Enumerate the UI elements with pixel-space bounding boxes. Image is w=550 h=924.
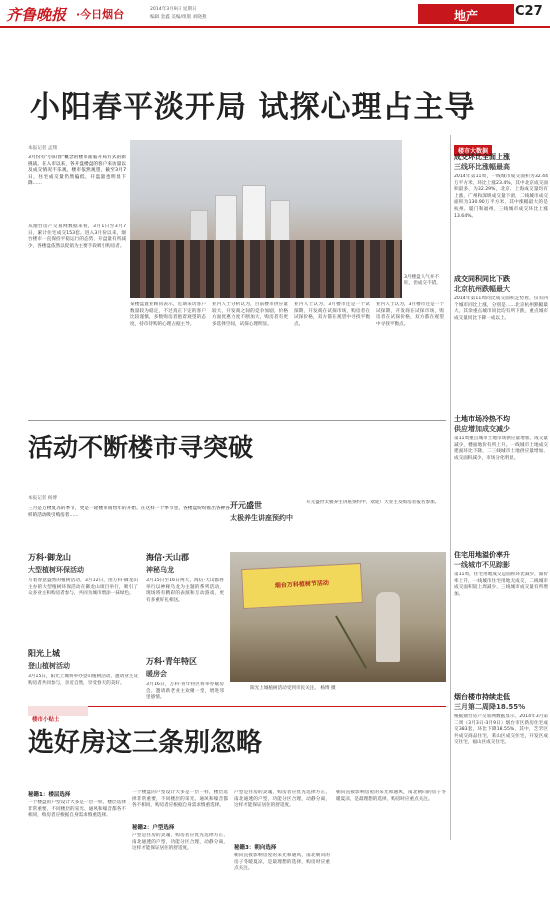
story1-headline: 小阳春平淡开局 试探心理占主导 <box>30 90 476 125</box>
building-model <box>242 185 266 243</box>
section-name: 地产 <box>454 9 479 23</box>
story1-body-col2: 某楼盘置业顾问表示，近期来访客户数量较为稳定，不过真正下定的客户比较谨慎，多数购房者抱着观望的态度，持币待购的心理占据主导。 <box>130 302 206 327</box>
story2-item-title: 阳光上城 <box>28 649 60 658</box>
story2-item-body: 3月16日，万科·青年特区将举办暖房会，邀请新老业主欢聚一堂，增进邻里感情。 <box>146 682 224 701</box>
story3-item-title: 秘籍2：户型选择 <box>132 825 175 831</box>
building-model <box>190 210 208 244</box>
sidebar-item-subtitle: 北京杭州跌幅最大 <box>454 285 510 293</box>
sidebar-item-body: 第11周重点城市土地市场供应量增加，成交量减少，楼面地价有所上升。一线城市土地成交建面环比下降，二三线城市土地供应量增加，成交面积减少，市场分化明显。 <box>454 436 548 461</box>
paper-logo: 齐鲁晚报 <box>6 6 67 24</box>
crowd <box>130 240 402 298</box>
story3-headline: 选好房这三条别忽略 <box>28 728 263 758</box>
story3-item-body: 朝向直接影响房屋的采光和通风，南北朝向的房子冬暖夏凉，是最理想的选择，购房时应重点关注。 <box>234 853 330 872</box>
story3-item-title: 秘籍1：楼层选择 <box>28 792 71 798</box>
building-model <box>270 200 290 242</box>
story1-body-col5: 业内人士认为，3月楼市还是一个试探期，开发商在试探市场，购房者在试探价格，双方都在观望中寻找平衡点。 <box>376 302 444 327</box>
story2-item-title: 万科·御龙山 <box>28 553 72 562</box>
story3-item-body-cont: 朝向直接影响房屋的采光和通风，南北朝向的房子冬暖夏凉，是最理想的选择，购房时应重点关注。 <box>336 790 446 802</box>
story3-item-title: 秘籍3：朝向选择 <box>234 845 277 851</box>
story3-item-body-cont: 户型是住房的灵魂，购房者应优先选择方正、南北通透的户型，功能分区合理，动静分离，这样才能保证居住的舒适度。 <box>234 790 330 809</box>
story2-item-title: 开元盛世 <box>230 501 262 510</box>
building-model <box>215 195 237 243</box>
section-label <box>418 4 514 24</box>
story2-item-subtitle: 大型植树环保活动 <box>28 566 84 574</box>
story2-headline: 活动不断楼市寻突破 <box>28 433 254 462</box>
page-number: C27 <box>515 4 543 19</box>
story1-body-col4: 业内人士认为，3月楼市还是一个试探期，开发商在试探市场，购房者在试探价格，双方都在观望中寻找平衡点。 <box>294 302 370 327</box>
story1-lead: 3月份有"小阳春"概念的楼市面临开局方式的新挑战。在入市以来，各开盘楼盘的客户来访量以及成交情况不乐观，楼市依然观望，截至3月7日，住宅成交量仍然偏低，开盘量也明显下降…… <box>28 155 126 187</box>
story2-photo <box>230 552 446 682</box>
sidebar-item-subtitle: 三月第二周降18.55% <box>454 703 526 711</box>
sidebar-item-title: 土地市场冷热不均 <box>454 415 510 423</box>
sidebar-item-title: 住宅用地溢价率升 <box>454 551 510 559</box>
story1-body-col3: 业内人士分析认为，目前楼市供应量较大，开发商之间的竞争加剧，价格方面优惠力度不断加大，购房者有更多选择空间，试探心理明显。 <box>212 302 288 327</box>
person-planting <box>376 592 400 662</box>
story2-item-subtitle: 登山植树活动 <box>28 662 70 670</box>
story1-body-col1: 从烟台房产交易网数据来看，3月1日至3月7日，累计住宅成交153套。进入3月份以来，烟台楼市一直保持平稳运行的态势，开盘量有所减少，各楼盘依然以促销为主要手段吸引购房者。 <box>28 224 126 249</box>
story2-item-subtitle: 暖房会 <box>146 670 167 678</box>
sidebar-item-body: 根据烟台房产交易网数据显示，2014年3月第二周（3月3日-3月9日）烟台市区新房住宅成交383套，环比下降18.55%，其中，芝罘区共成交商品住宅，莱山区成交住宅，开发区成交住宅，福山区成交住宅。 <box>454 714 548 746</box>
section-tag: ·今日烟台 <box>76 8 125 21</box>
story3-tag-bar <box>28 706 88 723</box>
sidebar-item-subtitle: 供应增加成交减少 <box>454 425 510 433</box>
story3-item-body: 一个楼盘的户型设计大多是一层一样，楼层选择非常重要，不同楼层的采光、通风和噪音都各不相同，购房者应根据自身需求慎重选择。 <box>28 800 126 819</box>
sidebar <box>454 138 548 838</box>
story2-photo-caption: 阳光上城植树活动受到市民关注。 杨博 摄 <box>250 686 336 691</box>
story2-item-body: 3月15日，阳光上城将举办登山植树活动，邀请业主及购房者共同参与，亲近自然，享受春天的美好。 <box>28 674 138 686</box>
sidebar-item-body: 2014年第11周同比成交面积走势看，仅有四个城市同比上涨，分别是……北京杭州跌幅最大。其余重点城市同比均有所下跌，重点城市成交量同比下降一成以上。 <box>454 296 548 321</box>
story2-item-body: 开元盛世太极养生讲座预约中，欢迎广大业主及购房者报名参加。 <box>306 500 440 505</box>
story2-byline: 本报记者 杨博 <box>28 496 58 501</box>
sidebar-item-title: 成交同积同比下跌 <box>454 275 510 283</box>
masthead <box>0 0 550 30</box>
date-line: 2014年3月9日 星期日 <box>150 7 197 12</box>
story2-item-subtitle: 太极养生讲座预约中 <box>230 514 293 522</box>
story3-item-body: 户型是住房的灵魂，购房者应优先选择方正、南北通透的户型，功能分区合理，动静分离，这样才能保证居住的舒适度。 <box>132 833 228 852</box>
story2-item-subtitle: 神秘乌龙 <box>146 566 174 574</box>
story1-photo <box>130 140 402 298</box>
sidebar-tag: 楼市大数据 <box>454 145 492 156</box>
story2-item-body: 3月15日至16日两天，海信·天山郡将举行以神秘乌龙为主题的系列活动，现场将有精彩的表演和互动游戏，更有多重好礼相送。 <box>146 578 224 603</box>
story1-byline: 本报记者 孟翔 <box>28 146 58 151</box>
shovel <box>335 616 367 669</box>
story3-item-body-cont: 一个楼盘的户型设计大多是一层一样，楼层选择非常重要，不同楼层的采光、通风和噪音都各不相同，购房者应根据自身需求慎重选择。 <box>132 790 228 809</box>
story3-tag: 楼市小贴士 <box>32 717 60 723</box>
story1-photo-caption: 3月楼盘人气并不旺，但成交不错。 <box>404 275 441 286</box>
sidebar-item-body: 第11周，住宅用地成交总面积环比减少，溢价率上升，一线城市住宅用地无成交，二线城市成交面积较上周减少，三线城市成交量有所增加。 <box>454 572 548 597</box>
sidebar-item-subtitle: 三线环比涨幅最高 <box>454 163 510 171</box>
story2-item-title: 海信·天山郡 <box>146 553 190 562</box>
story2-lead: 三月是万物复苏的季节，更是一轮楼市销售年的开始。在这样一个季节里，各楼盘纷纷推出各种各样的活动吸引购房者…… <box>28 506 230 518</box>
sidebar-item-title: 成交环比全面上涨 <box>454 153 510 161</box>
sidebar-item-subtitle: 一线城市不见踪影 <box>454 561 510 569</box>
sidebar-item-title: 烟台楼市持续走低 <box>454 693 510 701</box>
story2-item-body: 写着春意盎然的植树活动，3月12日，由万科·御龙山主办的大型植树环保活动在御龙山项目举行，吸引了众多业主和购房者参与，共同为城市增添一抹绿色。 <box>28 578 138 597</box>
sidebar-item-body: 2014年第11周，一线城市成交面积为32.44万平方米，环比上涨23.4%，其中北京成交面积最多，为32.29%，北京、上海成交量均有上涨，广州和深圳成交量下滑，二线城市成交面积为130.90万平方米，其中涨幅最大的是杭州、厦门和福州，三线城市成交环比上涨13.64%。 <box>454 174 548 219</box>
editors-line: 编辑 金鑫 美编/组版 刘晓燕 <box>150 15 207 20</box>
event-banner-text: 烟台万科植树节活动 <box>274 579 330 590</box>
story2-item-title: 万科·青年特区 <box>146 657 198 666</box>
event-banner <box>241 563 363 609</box>
